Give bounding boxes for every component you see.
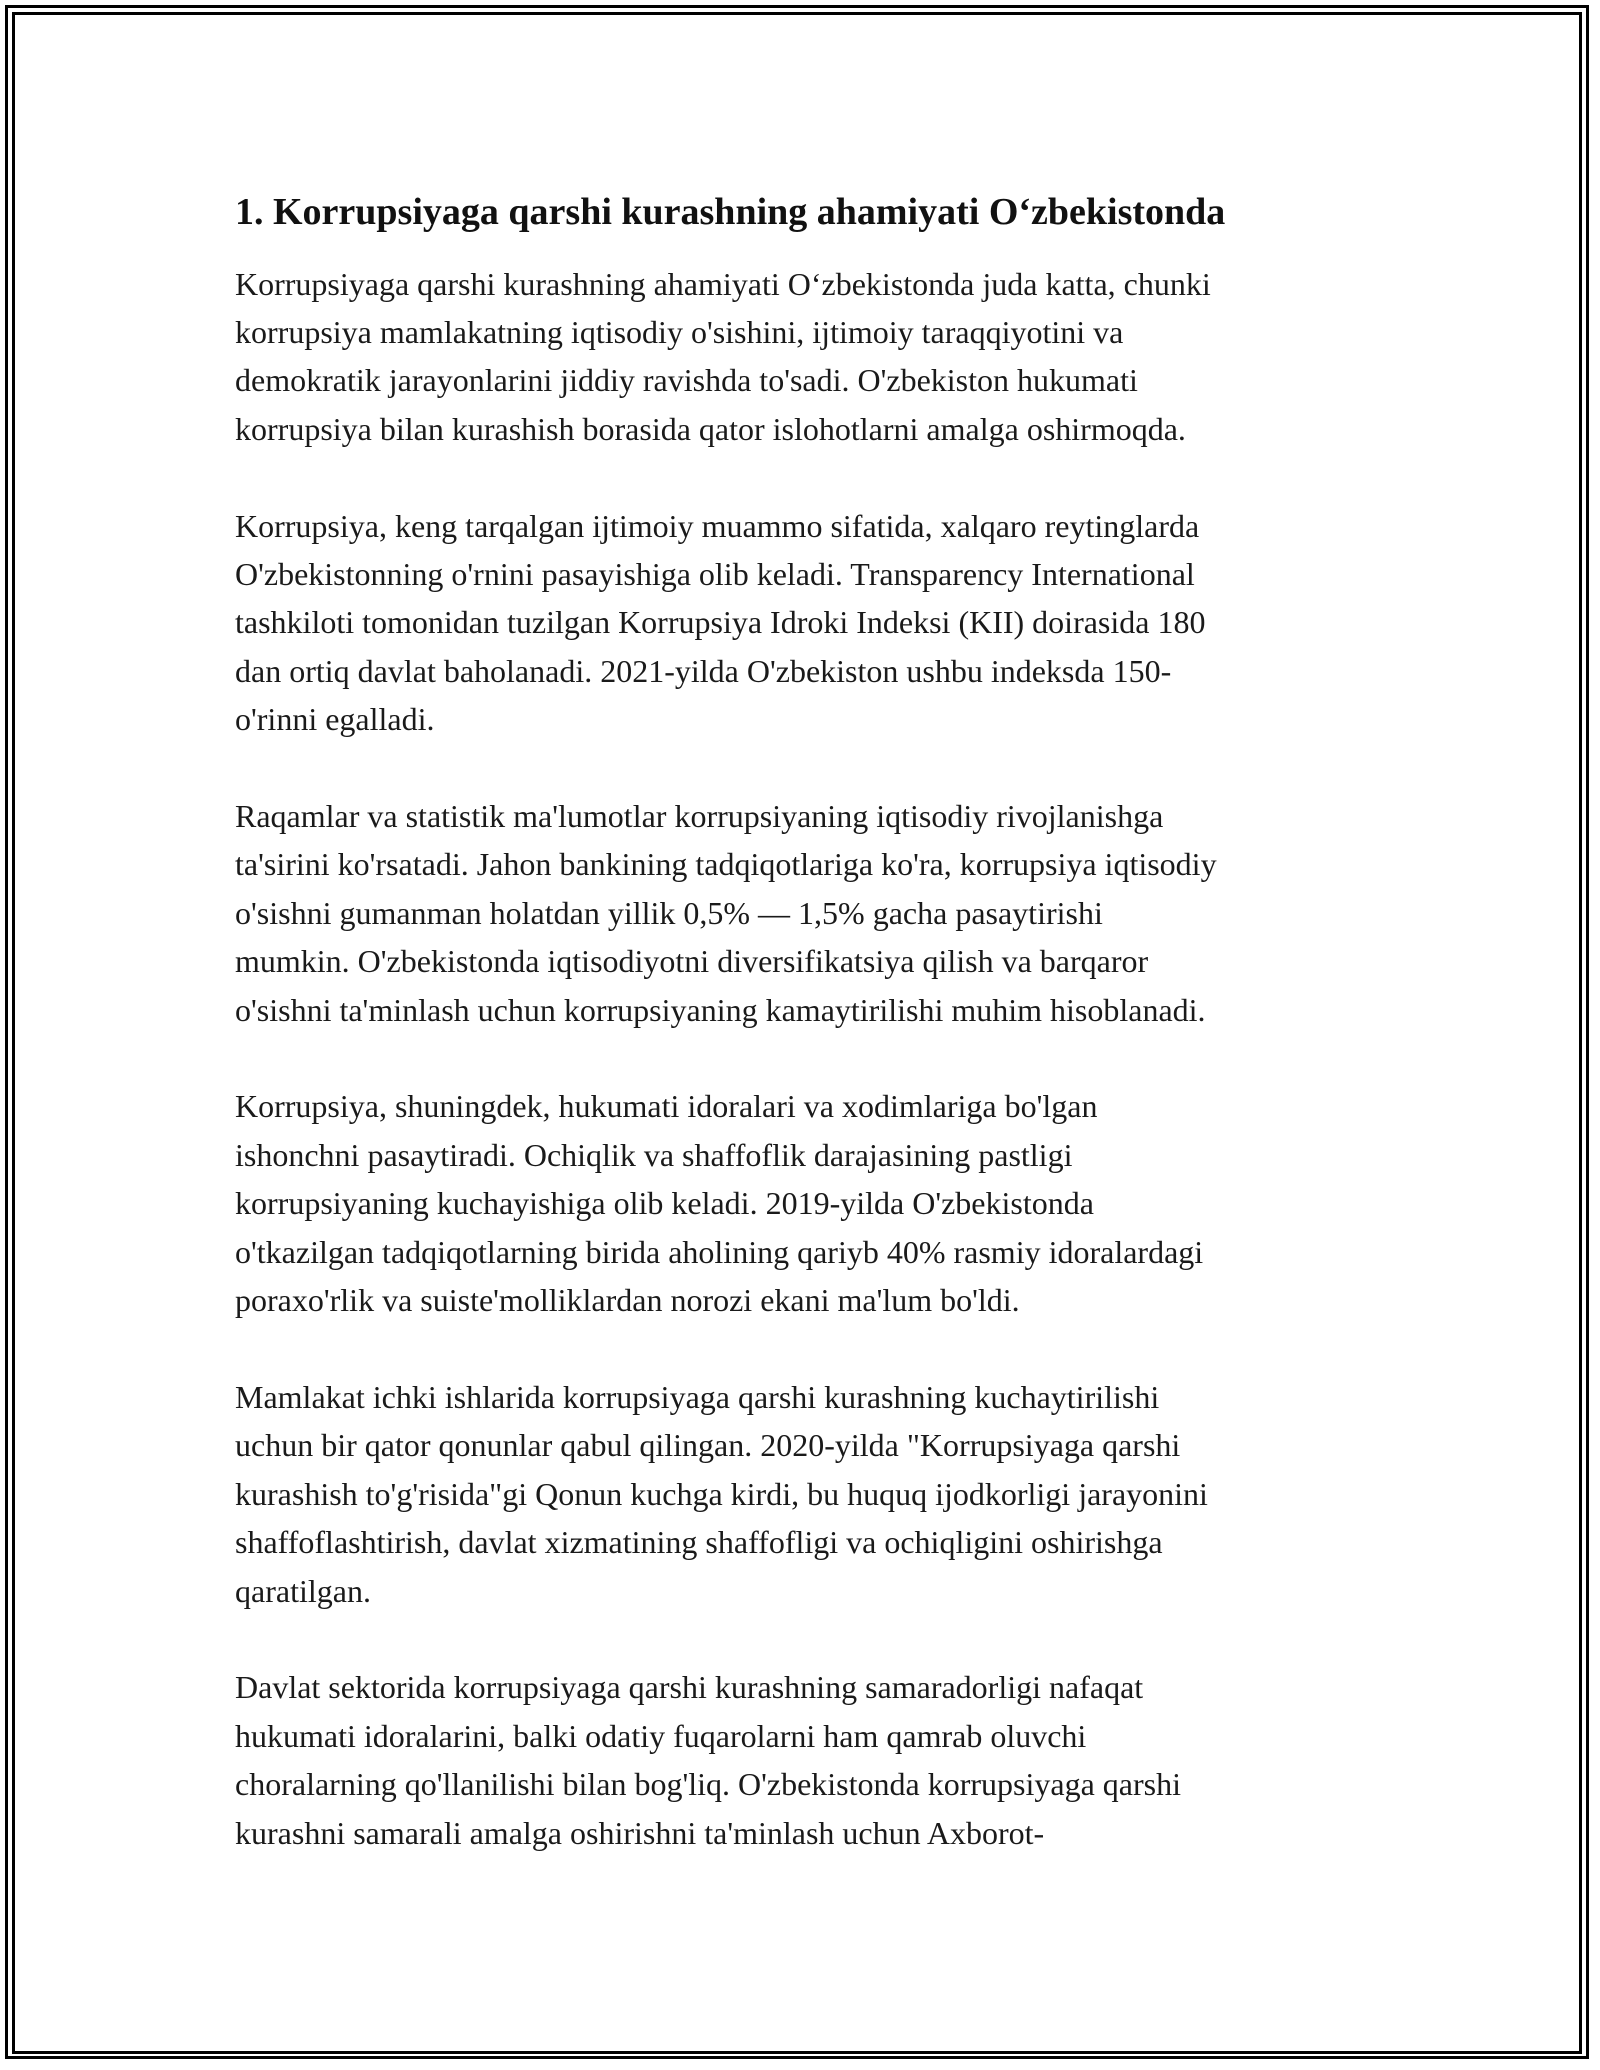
paragraph-line: tashkiloti tomonidan tuzilgan Korrupsiya Idroki Indeksi (KII) doirasida 180 (235, 604, 1206, 641)
paragraph-line: kurashni samarali amalga oshirishni ta'minlash uchun Axborot- (235, 1814, 1045, 1851)
section-heading: 1. Korrupsiyaga qarshi kurashning ahamiyati O‘zbekistonda (235, 191, 1226, 233)
paragraph-line: mumkin. O'zbekistonda iqtisodiyotni diversifikatsiya qilish va barqaror (235, 943, 1149, 980)
paragraph (235, 1082, 1385, 1324)
paragraph-line: shaffoflashtirish, davlat xizmatining shaffofligi va ochiqligini oshirishga (235, 1524, 1163, 1561)
paragraph-line: Raqamlar va statistik ma'lumotlar korrupsiyaning iqtisodiy rivojlanishga (235, 798, 1164, 835)
paragraph-line: Korrupsiya, shuningdek, hukumati idoralari va xodimlariga bo'lgan (235, 1088, 1098, 1125)
paragraph-line: Davlat sektorida korrupsiyaga qarshi kurashning samaradorligi nafaqat (235, 1669, 1144, 1706)
paragraph-line: qaratilgan. (235, 1572, 371, 1609)
paragraph-line: korrupsiyaning kuchayishiga olib keladi. 2019-yilda O'zbekistonda (235, 1185, 1094, 1222)
paragraph-line: kurashish to'g'risida"gi Qonun kuchga kirdi, bu huquq ijodkorligi jarayonini (235, 1475, 1208, 1512)
paragraph-line: o'sishni ta'minlash uchun korrupsiyaning kamaytirilishi muhim hisoblanadi. (235, 991, 1206, 1028)
paragraph-line: Mamlakat ichki ishlarida korrupsiyaga qarshi kurashning kuchaytirilishi (235, 1378, 1160, 1415)
paragraph-line: o'sishni gumanman holatdan yillik 0,5% — 1,5% gacha pasaytirishi (235, 894, 1103, 931)
paragraph (235, 1373, 1385, 1615)
document-page (235, 180, 1385, 1905)
paragraph-line: ta'sirini ko'rsatadi. Jahon bankining tadqiqotlariga ko'ra, korrupsiya iqtisodiy (235, 846, 1217, 883)
paragraph-line: Korrupsiya, keng tarqalgan ijtimoiy muammo sifatida, xalqaro reytinglarda (235, 507, 1200, 544)
paragraph (235, 792, 1385, 1034)
paragraph (235, 260, 1385, 454)
paragraph-line: demokratik jarayonlarini jiddiy ravishda to'sadi. O'zbekiston hukumati (235, 362, 1138, 399)
paragraph (235, 1663, 1385, 1857)
paragraph-line: uchun bir qator qonunlar qabul qilingan. 2020-yilda "Korrupsiyaga qarshi (235, 1427, 1181, 1464)
paragraph-line: ishonchni pasaytiradi. Ochiqlik va shaffoflik darajasining pastligi (235, 1136, 1073, 1173)
document-body (235, 260, 1385, 1857)
paragraph-line: korrupsiya bilan kurashish borasida qator islohotlarni amalga oshirmoqda. (235, 410, 1186, 447)
paragraph-line: poraxo'rlik va suiste'molliklardan norozi ekani ma'lum bo'ldi. (235, 1282, 1020, 1319)
paragraph-line: O'zbekistonning o'rnini pasayishiga olib keladi. Transparency International (235, 556, 1195, 593)
paragraph-line: dan ortiq davlat baholanadi. 2021-yilda O'zbekiston ushbu indeksda 150- (235, 652, 1172, 689)
paragraph-line: o'rinni egalladi. (235, 701, 435, 738)
paragraph (235, 502, 1385, 744)
paragraph-line: hukumati idoralarini, balki odatiy fuqarolarni ham qamrab oluvchi (235, 1717, 1087, 1754)
paragraph-line: choralarning qo'llanilishi bilan bog'liq. O'zbekistonda korrupsiyaga qarshi (235, 1766, 1181, 1803)
paragraph-line: korrupsiya mamlakatning iqtisodiy o'sishini, ijtimoiy taraqqiyotini va (235, 314, 1124, 350)
paragraph-line: o'tkazilgan tadqiqotlarning birida aholining qariyb 40% rasmiy idoralardagi (235, 1233, 1204, 1270)
paragraph-line: Korrupsiyaga qarshi kurashning ahamiyati O‘zbekistonda juda katta, chunki (235, 265, 1211, 302)
